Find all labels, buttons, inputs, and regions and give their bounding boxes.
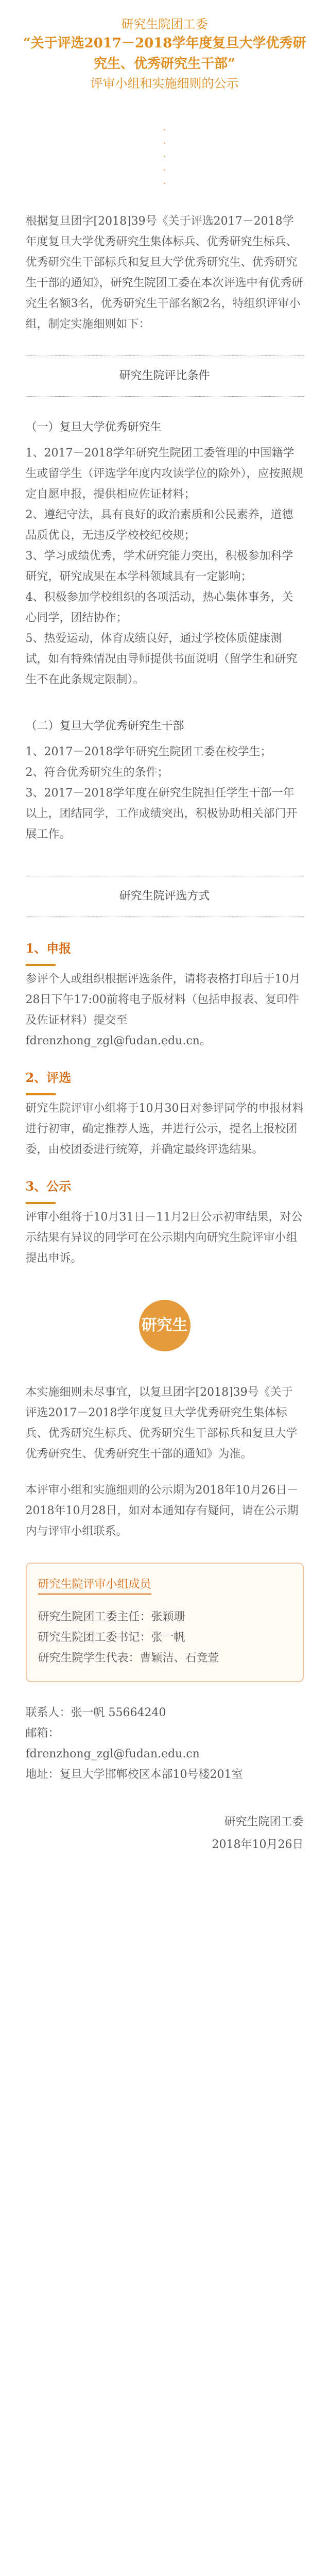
procedure-step	[26, 1176, 304, 1269]
procedure-step-text: 评审小组将于10月31日－11月2日公示初审结果，对公示结果有异议的同学可在公示期内向研究生院评审小组提出申诉。	[25, 1211, 303, 1265]
header-title: “关于评选2017－2018学年度复旦大学优秀研究生、优秀研究生干部”	[23, 36, 306, 72]
criteria-part1-head: （一）复旦大学优秀研究生	[25, 421, 162, 434]
procedure-step-label: 2、评选	[25, 1070, 72, 1085]
procedure-section-label: 研究生院评选方式	[119, 890, 210, 903]
committee-title: 研究生院评审小组成员	[38, 1576, 151, 1595]
vertical-dot-divider: · · · · ·	[163, 125, 166, 189]
criteria-part1-item: 3、学习成绩优秀，学术研究能力突出，积极参加科学研究，研究成果在本学科领域具有一定影响；	[25, 550, 293, 583]
criteria-part1-item: 1、2017－2018学年研究生院团工委管理的中国籍学生或留学生（评选学年度内攻读学位的除外），应按照规定自愿申报，提供相应佐证材料；	[25, 447, 303, 501]
signature-org: 研究生院团工委	[224, 1816, 304, 1828]
signature-block	[26, 1811, 304, 1856]
accent-bar	[26, 1202, 56, 1204]
committee-member: 研究生院团工委书记：张一帆	[38, 1631, 185, 1644]
criteria-part2-item: 3、2017－2018学年度在研究生院担任学生干部一年以上，团结同学，工作成绩突出，积极协助相关部门开展工作。	[25, 787, 298, 841]
contact-address: 地址：复旦大学邯郸校区本部10号楼201室	[25, 1768, 243, 1781]
criteria-section-label: 研究生院评比条件	[119, 369, 210, 382]
committee-box	[26, 1563, 304, 1682]
criteria-part2-item: 2、符合优秀研究生的条件；	[25, 766, 169, 779]
notice-paragraph: 本实施细则未尽事宜，以复旦团字[2018]39号《关于评选2017－2018学年度复旦大学优秀研究生集体标兵、优秀研究生标兵、优秀研究生干部标兵和复旦大学优秀研究生、优秀研究生干部的通知》为准。	[25, 1386, 298, 1461]
header	[0, 0, 329, 93]
committee-member: 研究生院学生代表：曹颖洁、石竞萱	[38, 1652, 219, 1665]
header-org: 研究生院团工委	[121, 17, 208, 31]
criteria-part2-head: （二）复旦大学优秀研究生干部	[25, 720, 184, 733]
intro-block	[26, 211, 304, 335]
procedure-step	[26, 938, 304, 1052]
procedure-step	[26, 1067, 304, 1160]
procedure-step-label: 1、申报	[25, 941, 72, 956]
procedure-section-title	[26, 876, 304, 917]
notice-paragraph: 本评审小组和实施细则的公示期为2018年10月26日－2018年10月28日，如对本通知存有疑问，请在公示期内与评审小组联系。	[25, 1484, 299, 1538]
procedure-block	[26, 938, 304, 1269]
intro-paragraph: 根据复旦团字[2018]39号《关于评选2017－2018学年度复旦大学优秀研究生集体标兵、优秀研究生标兵、优秀研究生干部标兵和复旦大学优秀研究生、优秀研究生干部的通知》，研究生院团工委在本次评选中有优秀研究生名额3名，优秀研究生干部名额2名，特组织评审小组，制定实施细则如下：	[25, 215, 303, 331]
accent-bar	[26, 1093, 56, 1095]
contact-person: 联系人：张一帆 55664240	[25, 1706, 166, 1719]
procedure-step-text: 研究生院评审小组将于10月30日对参评同学的申报材料进行初审，确定推荐人选，并进行公示，提名上报校团委，由校团委进行统筹，并确定最终评选结果。	[25, 1102, 304, 1156]
procedure-step-text: 参评个人或组织根据评选条件，请将表格打印后于10月28日下午17:00前将电子版材料（包括申报表、复印件及佐证材料）提交至fdrenzhong_zgl@fudan.edu.cn。	[25, 973, 301, 1047]
signature-date: 2018年10月26日	[212, 1838, 304, 1851]
contact-email[interactable]: fdrenzhong_zgl@fudan.edu.cn	[25, 1748, 200, 1760]
emblem-icon: 研究生	[139, 1300, 191, 1351]
criteria-part1-item: 2、遵纪守法，具有良好的政治素质和公民素养，道德品质优良，无违反学校校纪校规；	[25, 509, 293, 542]
contact-email-label: 邮箱：	[25, 1727, 60, 1740]
badge-wrap	[0, 1300, 329, 1351]
procedure-step-label: 3、公示	[25, 1179, 72, 1194]
criteria-block	[26, 417, 304, 845]
criteria-part1-item: 4、积极参加学校组织的各项活动，热心集体事务，关心同学，团结协作；	[25, 591, 293, 624]
notice-block	[26, 1382, 304, 1542]
accent-bar	[26, 964, 56, 966]
contact-block	[26, 1703, 304, 1785]
criteria-part2-item: 1、2017－2018学年研究生院团工委在校学生；	[25, 745, 272, 758]
header-subtitle: 评审小组和实施细则的公示	[90, 76, 239, 91]
committee-member: 研究生院团工委主任：张颖珊	[38, 1611, 185, 1623]
criteria-section-title	[26, 355, 304, 397]
criteria-part1-item: 5、热爱运动，体育成绩良好，通过学校体质健康测试，如有特殊情况由导师提供书面说明（留学生和研究生不在此条规定限制）。	[25, 632, 298, 686]
